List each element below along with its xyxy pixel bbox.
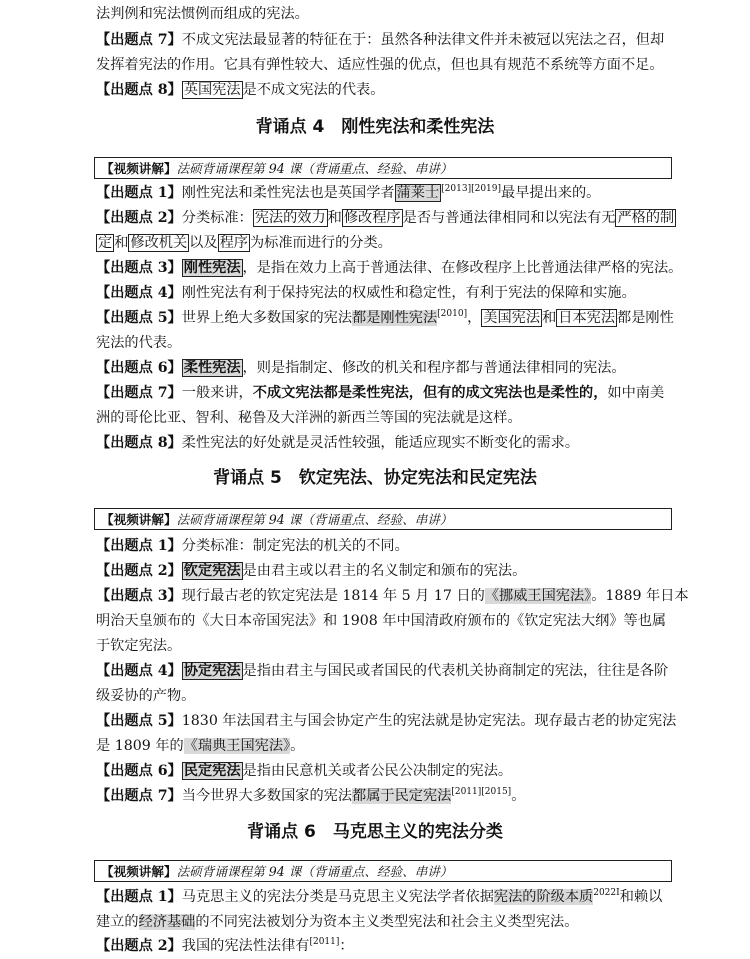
text: 的不同宪法被划分为资本主义类型宪法和社会主义类型宪法。	[195, 914, 579, 930]
highlight: 都属于民定宪法	[352, 788, 452, 804]
text: 是 1809 年的	[96, 738, 184, 754]
key-term: 定	[98, 235, 113, 251]
paragraph-line	[96, 634, 696, 659]
point-tag: 【出题点 7】	[96, 32, 182, 48]
text: 发挥着宪法的作用。它具有弹性较大、适应性强的优点，但也具有规范不系统等方面不足。	[96, 57, 664, 73]
bold-text: 不成文宪法都是柔性宪法，但有的成文宪法也是柔性的，	[252, 385, 608, 401]
point-tag: 【出题点 4】	[96, 663, 182, 679]
point-tag: 【出题点 6】	[96, 360, 182, 376]
key-term: 日本宪法	[558, 310, 616, 326]
video-lecture-box	[94, 508, 672, 530]
paragraph-line	[96, 406, 696, 431]
key-term: 程序	[219, 235, 248, 251]
paragraph-line	[96, 2, 696, 27]
point-tag: 【出题点 3】	[96, 260, 182, 276]
section-title: 背诵点 6 马克思主义的宪法分类	[247, 822, 503, 842]
question-point	[96, 256, 696, 281]
question-point	[96, 885, 696, 910]
question-point	[96, 934, 696, 959]
question-point	[96, 281, 696, 306]
section-title: 背诵点 5 钦定宪法、协定宪法和民定宪法	[213, 468, 537, 488]
key-term: 严格的制	[617, 210, 675, 226]
text: 。1889 年日本	[591, 588, 689, 604]
text: 当今世界大多数国家的宪法	[181, 788, 353, 804]
highlight: 《挪威王国宪法》	[484, 588, 592, 604]
point-tag: 【出题点 5】	[96, 310, 182, 326]
key-term: 蒲莱士	[396, 185, 440, 201]
paragraph-line	[96, 734, 696, 759]
text: 。	[290, 738, 305, 754]
question-point	[96, 534, 696, 559]
paragraph-line	[96, 609, 696, 634]
text: 是否与普通法律相同和以宪法有无	[402, 210, 616, 226]
text: 我国的宪法性法律有	[181, 938, 310, 954]
key-term: 民定宪法	[183, 763, 241, 779]
point-tag: 【出题点 3】	[96, 588, 182, 604]
point-tag: 【出题点 2】	[96, 210, 182, 226]
text: 建立的	[96, 914, 139, 930]
text: 和	[327, 210, 342, 226]
text: 刚性宪法和柔性宪法也是英国学者	[181, 185, 395, 201]
text: 马克思主义的宪法分类是马克思主义宪法学者依据	[181, 889, 494, 905]
text: 以及	[189, 235, 218, 251]
point-tag: 【出题点 7】	[96, 788, 182, 804]
point-tag: 【出题点 2】	[96, 938, 182, 954]
exam-year: [2010]	[437, 309, 468, 319]
text: 分类标准：制定宪法的机关的不同。	[181, 538, 409, 554]
highlight: 经济基础	[138, 914, 196, 930]
key-term: 修改机关	[130, 235, 188, 251]
key-term: 刚性宪法	[183, 260, 241, 276]
paragraph-line	[96, 231, 696, 256]
exam-year: [2011][2015]	[451, 787, 512, 797]
question-point	[96, 584, 696, 609]
video-tag: 【视频讲解】	[101, 512, 177, 527]
question-point	[96, 759, 696, 784]
exam-year: [2013][2019]	[441, 184, 502, 194]
point-tag: 【出题点 1】	[96, 185, 182, 201]
text: 洲的哥伦比亚、智利、秘鲁及大洋洲的新西兰等国的宪法就是这样。	[96, 410, 522, 426]
question-point	[96, 381, 696, 406]
text: 不成文宪法最显著的特征在于：虽然各种法律文件并未被冠以宪法之召，但却	[181, 32, 665, 48]
point-tag: 【出题点 5】	[96, 713, 182, 729]
point-tag: 【出题点 2】	[96, 563, 182, 579]
paragraph-line	[96, 53, 696, 78]
text: ，	[467, 310, 482, 326]
question-point	[96, 28, 696, 53]
video-text: 法硕背诵课程第 94 课（背诵重点、经验、串讲）	[176, 161, 453, 176]
video-lecture-box	[94, 157, 672, 179]
point-tag: 【出题点 8】	[96, 435, 182, 451]
text: 一般来讲，	[181, 385, 253, 401]
key-term: 美国宪法	[483, 310, 541, 326]
text: ，则是指制定、修改的机关和程序都与普通法律相同的宪法。	[242, 360, 626, 376]
question-point	[96, 559, 696, 584]
key-term: 宪法的效力	[254, 210, 326, 226]
text: 和	[114, 235, 129, 251]
text: 和赖以	[619, 889, 663, 905]
point-tag: 【出题点 4】	[96, 285, 182, 301]
text: 宪法的代表。	[96, 335, 182, 351]
text: 和	[542, 310, 557, 326]
point-tag: 【出题点 7】	[96, 385, 182, 401]
question-point	[96, 659, 696, 684]
text: ，是指在效力上高于普通法律、在修改程序上比普通法律严格的宪法。	[242, 260, 683, 276]
paragraph-line	[96, 910, 696, 935]
key-term: 柔性宪法	[183, 360, 241, 376]
key-term: 修改程序	[343, 210, 401, 226]
text: 都是刚性	[617, 310, 674, 326]
question-point	[96, 78, 696, 103]
point-tag: 【出题点 6】	[96, 763, 182, 779]
text: 是不成文宪法的代表。	[242, 82, 385, 98]
key-term: 协定宪法	[183, 663, 241, 679]
video-tag: 【视频讲解】	[101, 161, 177, 176]
question-point	[96, 709, 696, 734]
text: 如中南美	[607, 385, 665, 401]
paragraph-line	[96, 331, 696, 356]
text: 现行最古老的钦定宪法是 1814 年 5 月 17 日的	[181, 588, 485, 604]
paragraph-line	[96, 684, 696, 709]
text: 于钦定宪法。	[96, 638, 182, 654]
section-title: 背诵点 4 刚性宪法和柔性宪法	[255, 117, 495, 137]
question-point	[96, 206, 696, 231]
key-term: 英国宪法	[183, 82, 241, 98]
question-point	[96, 306, 696, 331]
point-tag: 【出题点 8】	[96, 82, 182, 98]
question-point	[96, 431, 696, 456]
video-lecture-box	[94, 860, 672, 882]
highlight: 宪法的阶级本质	[493, 889, 594, 905]
text: ：	[339, 938, 354, 954]
video-tag: 【视频讲解】	[101, 864, 177, 879]
text: 明治天皇颁布的《大日本帝国宪法》和 1908 年中国清政府颁布的《钦定宪法大纲》等也属	[96, 613, 667, 629]
video-text: 法硕背诵课程第 94 课（背诵重点、经验、串讲）	[176, 512, 453, 527]
text: 是指由民意机关或者公民公决制定的宪法。	[242, 763, 513, 779]
text: 刚性宪法有利于保持宪法的权威性和稳定性，有利于宪法的保障和实施。	[181, 285, 636, 301]
text: 级妥协的产物。	[96, 688, 196, 704]
text: 法判例和宪法惯例而组成的宪法。	[96, 6, 309, 22]
text: 柔性宪法的好处就是灵活性较强，能适应现实不断变化的需求。	[181, 435, 580, 451]
question-point	[96, 356, 696, 381]
exam-year: 2022I	[593, 888, 620, 898]
text: 为标准而进行的分类。	[249, 235, 392, 251]
point-tag: 【出题点 1】	[96, 538, 182, 554]
text: 最早提出来的。	[501, 185, 601, 201]
text: 1830 年法国君主与国会协定产生的宪法就是协定宪法。现存最古老的协定宪法	[181, 713, 677, 729]
text: 世界上绝大多数国家的宪法	[181, 310, 353, 326]
text: 是指由君主与国民或者国民的代表机关协商制定的宪法，往往是各阶	[242, 663, 669, 679]
video-text: 法硕背诵课程第 94 课（背诵重点、经验、串讲）	[176, 864, 453, 879]
highlight: 都是刚性宪法	[352, 310, 438, 326]
text: 分类标准：	[181, 210, 253, 226]
question-point	[96, 784, 696, 809]
text: 。	[511, 788, 526, 804]
key-term: 钦定宪法	[183, 563, 241, 579]
exam-year: [2011]	[309, 937, 340, 947]
question-point	[96, 181, 696, 206]
highlight: 《瑞典王国宪法》	[183, 738, 291, 754]
point-tag: 【出题点 1】	[96, 889, 182, 905]
text: 是由君主或以君主的名义制定和颁布的宪法。	[242, 563, 527, 579]
